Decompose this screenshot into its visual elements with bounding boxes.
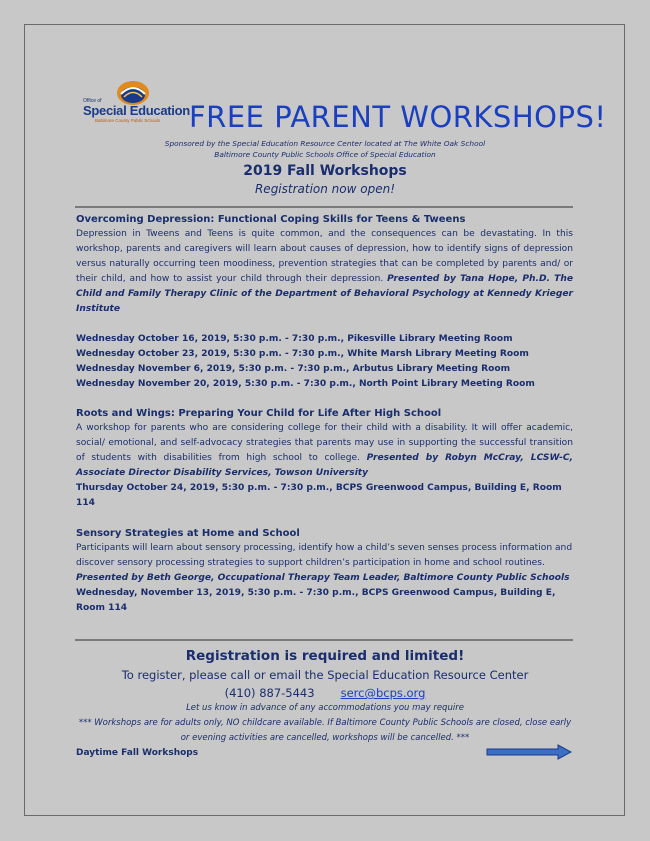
logo-emblem-icon	[115, 78, 151, 106]
accommodations-note: Let us know in advance of any accommodations you may require	[186, 703, 464, 713]
session-item: Wednesday, November 13, 2019, 5:30 p.m. - 7:30 p.m., BCPS Greenwood Campus, Building E, Room 114	[76, 588, 556, 613]
logo-bcps: Baltimore County Public Schools	[95, 118, 161, 123]
cancellation-notice: *** Workshops are for adults only, NO childcare available. If Baltimore County Public Schools are closed, close early or evening activities are cancelled, workshops will be cancelled. ***	[78, 718, 572, 743]
divider-bottom	[75, 639, 573, 641]
workshop-2-presenter: Presented by Robyn McCray, LCSW-C, Associate Director Disability Services, Towson University	[76, 453, 573, 478]
session-item: Wednesday November 6, 2019, 5:30 p.m. - 7:30 p.m., Arbutus Library Meeting Room	[76, 364, 511, 374]
arrow-right-icon[interactable]	[486, 744, 572, 760]
contact-line	[0, 686, 650, 700]
workshop-1	[76, 212, 573, 317]
sponsor-line-1: Sponsored by the Special Education Resource Center located at The White Oak School	[164, 139, 486, 148]
season-title: 2019 Fall Workshops	[243, 163, 407, 179]
daytime-workshops-link[interactable]: Daytime Fall Workshops	[76, 748, 199, 758]
registration-open: Registration now open!	[254, 182, 396, 196]
session-item: Thursday October 24, 2019, 5:30 p.m. - 7:30 p.m., BCPS Greenwood Campus, Building E, Room 114	[76, 483, 562, 508]
workshop-2-description: A workshop for parents who are considering college for their child with a disability. It will offer academic, social/ emotional, and self-advocacy strategies that parents may use in supporting the successful transition of students with disabilities from high school to college. Presented by Robyn McCray, LCSW-C, Associate Director Disability Services, Towson University	[76, 423, 573, 478]
workshop-2-title: Roots and Wings: Preparing Your Child for Life After High School	[76, 408, 442, 419]
workshop-1-presenter: Presented by Tana Hope, Ph.D. The Child and Family Therapy Clinic of the Department of Behavioral Psychology at Kennedy Krieger Institute	[76, 274, 573, 314]
register-instructions: To register, please call or email the Special Education Resource Center	[121, 668, 529, 682]
session-item: Wednesday October 23, 2019, 5:30 p.m. - 7:30 p.m., White Marsh Library Meeting Room	[76, 349, 529, 359]
email-link[interactable]: serc@bcps.org	[340, 686, 426, 700]
workshop-1-title: Overcoming Depression: Functional Coping Skills for Teens & Tweens	[76, 214, 466, 225]
divider-top	[75, 206, 573, 208]
logo-office-of: Office of	[83, 98, 102, 104]
workshop-1-sessions	[76, 332, 573, 392]
workshop-3	[76, 526, 573, 616]
workshop-2	[76, 406, 573, 511]
workshop-3-title: Sensory Strategies at Home and School	[76, 528, 300, 539]
special-education-logo	[83, 78, 190, 128]
session-item: Wednesday October 16, 2019, 5:30 p.m. - 7:30 p.m., Pikesville Library Meeting Room	[76, 334, 513, 344]
workshop-1-description: Depression in Tweens and Teens is quite common, and the consequences can be devastating. In this workshop, parents and caregivers will learn about causes of depression, how to identify signs of depression versus naturally occurring teen moodiness, prevention strategies that can be completed by parents and/ or their child, and how to assist your child through their depression. Presented by Tana Hope, Ph.D. The Child and Family Therapy Clinic of the Department of Behavioral Psychology at Kennedy Krieger Institute	[76, 229, 573, 314]
sponsor-line-2: Baltimore County Public Schools Office of Special Education	[214, 150, 436, 159]
registration-required: Registration is required and limited!	[185, 648, 465, 664]
phone-number: (410) 887-5443	[224, 686, 315, 700]
workshop-3-description: Participants will learn about sensory processing, identify how a child’s seven senses process information and discover sensory processing strategies to support children’s participation in home and school routines. Presented by Beth George, Occupational Therapy Team Leader, Baltimore County Public Schools	[76, 543, 573, 583]
logo-special-education: Special Education	[83, 103, 190, 118]
page-title: FREE PARENT WORKSHOPS!	[189, 100, 607, 134]
session-item: Wednesday November 20, 2019, 5:30 p.m. - 7:30 p.m., North Point Library Meeting Room	[76, 379, 535, 389]
workshop-3-presenter: Presented by Beth George, Occupational Therapy Team Leader, Baltimore County Public Schools	[76, 573, 570, 583]
header	[83, 78, 607, 138]
